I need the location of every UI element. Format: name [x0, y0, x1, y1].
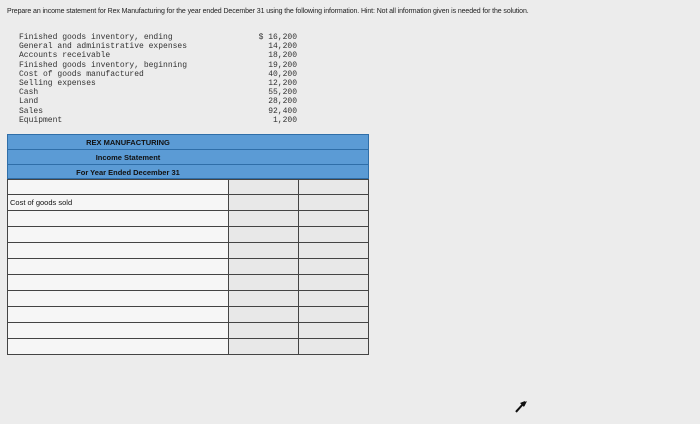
amount-input-1[interactable]: [229, 339, 299, 355]
statement-row: [7, 195, 369, 211]
amount-input-1[interactable]: [229, 307, 299, 323]
info-value: 18,200: [268, 51, 297, 61]
amount-input-1[interactable]: [229, 291, 299, 307]
info-label: Land: [19, 97, 39, 107]
info-value: 12,200: [268, 78, 297, 88]
info-value: 92,400: [268, 106, 297, 116]
company-name: REX MANUFACTURING: [86, 138, 170, 147]
amount-input-1[interactable]: [229, 275, 299, 291]
info-value: 28,200: [268, 97, 297, 107]
info-label: Cash: [19, 88, 39, 98]
info-label: Sales: [19, 106, 44, 116]
statement-row: [7, 275, 369, 291]
info-label: Finished goods inventory, ending: [19, 33, 173, 42]
info-value: 19,200: [268, 60, 297, 70]
row-label-input[interactable]: [7, 291, 229, 307]
amount-input-1[interactable]: [229, 211, 299, 227]
row-label-input[interactable]: [7, 323, 229, 339]
amount-input-2[interactable]: [299, 227, 369, 243]
row-label-input[interactable]: [7, 307, 229, 323]
info-label: General and administrative expenses: [19, 42, 188, 52]
amount-input-2[interactable]: [299, 275, 369, 291]
amount-input-2[interactable]: [299, 339, 369, 355]
amount-input-1[interactable]: [229, 179, 299, 195]
company-name-header: [7, 134, 369, 149]
statement-row: [7, 339, 369, 355]
statement-row: [7, 307, 369, 323]
info-value: 40,200: [268, 69, 297, 79]
statement-row: [7, 211, 369, 227]
amount-input-2[interactable]: [299, 291, 369, 307]
statement-row: [7, 259, 369, 275]
statement-period: For Year Ended December 31: [76, 168, 180, 177]
info-label: Equipment: [19, 115, 63, 125]
statement-row: [7, 179, 369, 195]
info-value: $ 16,200: [258, 33, 297, 42]
info-label: Cost of goods manufactured: [19, 69, 144, 79]
amount-input-1[interactable]: [229, 227, 299, 243]
income-statement-worksheet: [7, 134, 369, 355]
amount-input-1[interactable]: [229, 243, 299, 259]
amount-input-2[interactable]: [299, 243, 369, 259]
amount-input-2[interactable]: [299, 179, 369, 195]
amount-input-1[interactable]: [229, 195, 299, 211]
info-labels: [19, 33, 219, 125]
info-value: 1,200: [272, 115, 297, 125]
row-label-input[interactable]: [7, 211, 229, 227]
row-label-input[interactable]: [7, 243, 229, 259]
amount-input-2[interactable]: [299, 307, 369, 323]
statement-row: [7, 243, 369, 259]
info-label: Finished goods inventory, beginning: [19, 60, 188, 70]
instructions-text: Prepare an income statement for Rex Manufacturing for the year ended December 31 using the following information. Hint: Not all information given is needed for the solution.: [7, 8, 529, 15]
amount-input-1[interactable]: [229, 323, 299, 339]
amount-input-2[interactable]: [299, 259, 369, 275]
row-label-input[interactable]: [7, 179, 229, 195]
info-label: Selling expenses: [19, 78, 96, 88]
row-label-input[interactable]: [7, 227, 229, 243]
statement-title-header: [7, 149, 369, 164]
statement-title: Income Statement: [95, 153, 161, 162]
statement-rows: [7, 179, 369, 355]
statement-period-header: [7, 164, 369, 179]
info-value: 14,200: [268, 42, 297, 52]
info-label: Accounts receivable: [19, 51, 111, 61]
row-label-input[interactable]: [7, 275, 229, 291]
statement-row: [7, 291, 369, 307]
amount-input-2[interactable]: [299, 323, 369, 339]
info-value: 55,200: [268, 88, 297, 98]
row-label-input[interactable]: Cost of goods sold: [7, 195, 229, 211]
amount-input-2[interactable]: [299, 211, 369, 227]
statement-row: [7, 227, 369, 243]
amount-input-1[interactable]: [229, 259, 299, 275]
row-label-input[interactable]: [7, 339, 229, 355]
info-values: [229, 33, 297, 125]
amount-input-2[interactable]: [299, 195, 369, 211]
statement-row: [7, 323, 369, 339]
row-label-input[interactable]: [7, 259, 229, 275]
mouse-cursor-icon: [515, 400, 527, 414]
